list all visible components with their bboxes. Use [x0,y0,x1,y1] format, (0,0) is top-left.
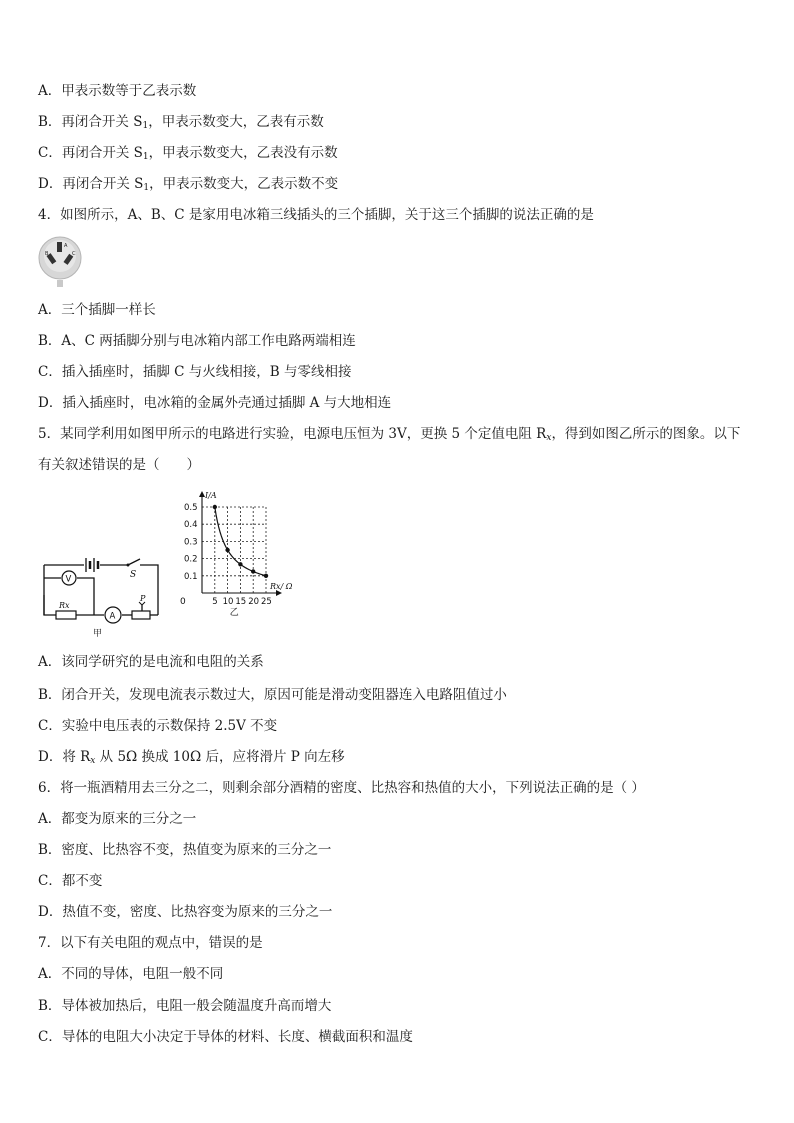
option-5c: C．实验中电压表的示数保持 2.5V 不变 [38,718,278,734]
resistor-rx-label: Rx [59,601,70,610]
current-resistance-chart [160,485,310,645]
plug-label-c: C [72,251,76,257]
slider-p-label: P [140,594,146,603]
data-point [238,562,242,566]
chart-origin-label: 0 [180,597,186,607]
chart-grid [202,507,266,593]
option-4a: A．三个插脚一样长 [38,302,156,318]
plug-pin-a [57,242,62,252]
question-5: 5．某同学利用如图甲所示的电路进行实验，电源电压恒为 3V，更换 5 个定值电阻 $R_x$，得到如图乙所示的图象。以下 [38,426,741,443]
data-point [251,569,255,573]
data-point [225,548,229,552]
question-6: 6．将一瓶酒精用去三分之二，则剩余部分酒精的密度、比热容和热值的大小，下列说法正确的是（ ） [38,780,645,796]
rheostat-icon [132,611,150,619]
plug-label-a: A [64,243,68,249]
question-5-cont: 有关叙述错误的是（ ） [38,457,200,473]
voltmeter-label: V [65,574,72,585]
option-3a: A．甲表示数等于乙表示数 [38,83,197,99]
x-tick-label: 15 [235,597,247,607]
option-7b: B．导体被加热后，电阻一般会随温度升高而增大 [38,998,332,1014]
plug-figure [36,232,84,288]
question-7: 7．以下有关电阻的观点中，错误的是 [38,935,263,951]
data-point [213,505,217,509]
option-7a: A．不同的导体，电阻一般不同 [38,966,224,982]
plug-label-b: B [45,251,49,257]
x-tick-label: 10 [222,597,234,607]
option-4d: D．插入插座时，电冰箱的金属外壳通过插脚 A 与大地相连 [38,395,392,411]
y-tick-label: 0.1 [184,571,198,582]
option-6a: A．都变为原来的三分之一 [38,811,197,827]
circuit-caption: 甲 [93,629,103,639]
x-tick-label: 5 [212,597,218,607]
y-tick-label: 0.3 [184,537,198,548]
option-3d: D．再闭合开关 $S_1$，甲表示数变大，乙表示数不变 [38,176,339,193]
chart-x-label: Rx/ Ω [270,582,293,591]
option-6b: B．密度、比热容不变，热值变为原来的三分之一 [38,842,332,858]
x-tick-label: 25 [261,597,272,607]
option-3b: B．再闭合开关 $S_1$，甲表示数变大，乙表有示数 [38,114,324,131]
option-5d: D．将 $R_x$ 从 5Ω 换成 10Ω 后，应将滑片 P 向左移 [38,749,345,766]
option-6c: C．都不变 [38,873,103,889]
option-3c: C．再闭合开关 $S_1$，甲表示数变大，乙表没有示数 [38,145,338,162]
ammeter-label: A [109,611,116,622]
data-point [264,574,268,578]
option-5a: A．该同学研究的是电流和电阻的关系 [38,654,264,670]
y-tick-label: 0.2 [184,554,198,565]
y-tick-label: 0.5 [184,503,198,513]
switch-label: S [130,570,137,580]
resistor-rx-icon [56,611,76,619]
option-5b: B．闭合开关，发现电流表示数过大，原因可能是滑动变阻器连入电路阻值过小 [38,687,507,703]
battery-icon [86,558,98,572]
y-tick-label: 0.4 [184,520,198,531]
option-4c: C．插入插座时，插脚 C 与火线相接，B 与零线相接 [38,364,352,380]
option-6d: D．热值不变，密度、比热容变为原来的三分之一 [38,904,333,920]
circuit-diagram [36,545,166,640]
chart-caption: 乙 [229,608,239,618]
x-tick-label: 20 [248,597,260,607]
option-7c: C．导体的电阻大小决定于导体的材料、长度、横截面积和温度 [38,1029,413,1045]
question-4: 4．如图所示，A、B、C 是家用电冰箱三线插头的三个插脚，关于这三个插脚的说法正确的是 [38,207,594,223]
chart-y-label: I/A [205,491,217,500]
option-4b: B．A、C 两插脚分别与电冰箱内部工作电路两端相连 [38,333,356,349]
